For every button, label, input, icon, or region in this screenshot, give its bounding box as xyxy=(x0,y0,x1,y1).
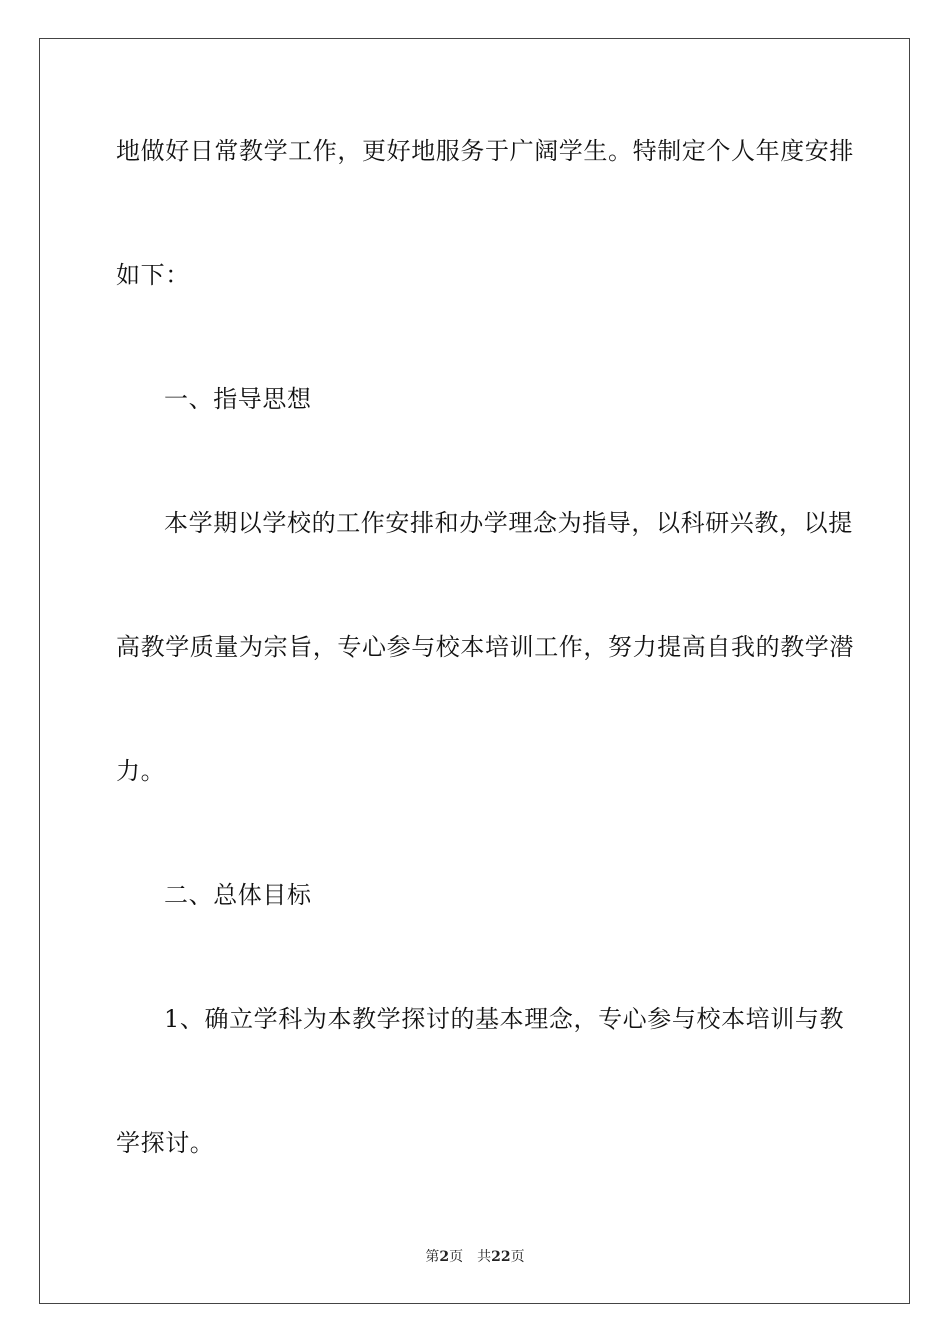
body-text-line: 高教学质量为宗旨，专心参与校本培训工作，努力提高自我的教学潜 xyxy=(116,633,854,661)
page-border xyxy=(39,38,910,1304)
section-heading: 二、总体目标 xyxy=(164,881,312,909)
body-text-line: 力。 xyxy=(116,757,166,785)
current-page-number: 2 xyxy=(439,1249,450,1265)
body-text-line: 如下： xyxy=(116,261,190,289)
body-text-line: 学探讨。 xyxy=(116,1129,215,1157)
body-text-line: 1、确立学科为本教学探讨的基本理念，专心参与校本培训与教 xyxy=(164,1005,845,1033)
page-footer xyxy=(0,1248,950,1266)
footer-prefix: 第 xyxy=(425,1249,440,1265)
total-page-count: 22 xyxy=(491,1249,511,1265)
footer-middle: 页 共 xyxy=(449,1249,492,1265)
body-text-line: 本学期以学校的工作安排和办学理念为指导，以科研兴教，以提 xyxy=(164,509,853,537)
section-heading: 一、指导思想 xyxy=(164,385,312,413)
body-text-line: 地做好日常教学工作，更好地服务于广阔学生。特制定个人年度安排 xyxy=(116,137,854,165)
footer-suffix: 页 xyxy=(510,1249,525,1265)
